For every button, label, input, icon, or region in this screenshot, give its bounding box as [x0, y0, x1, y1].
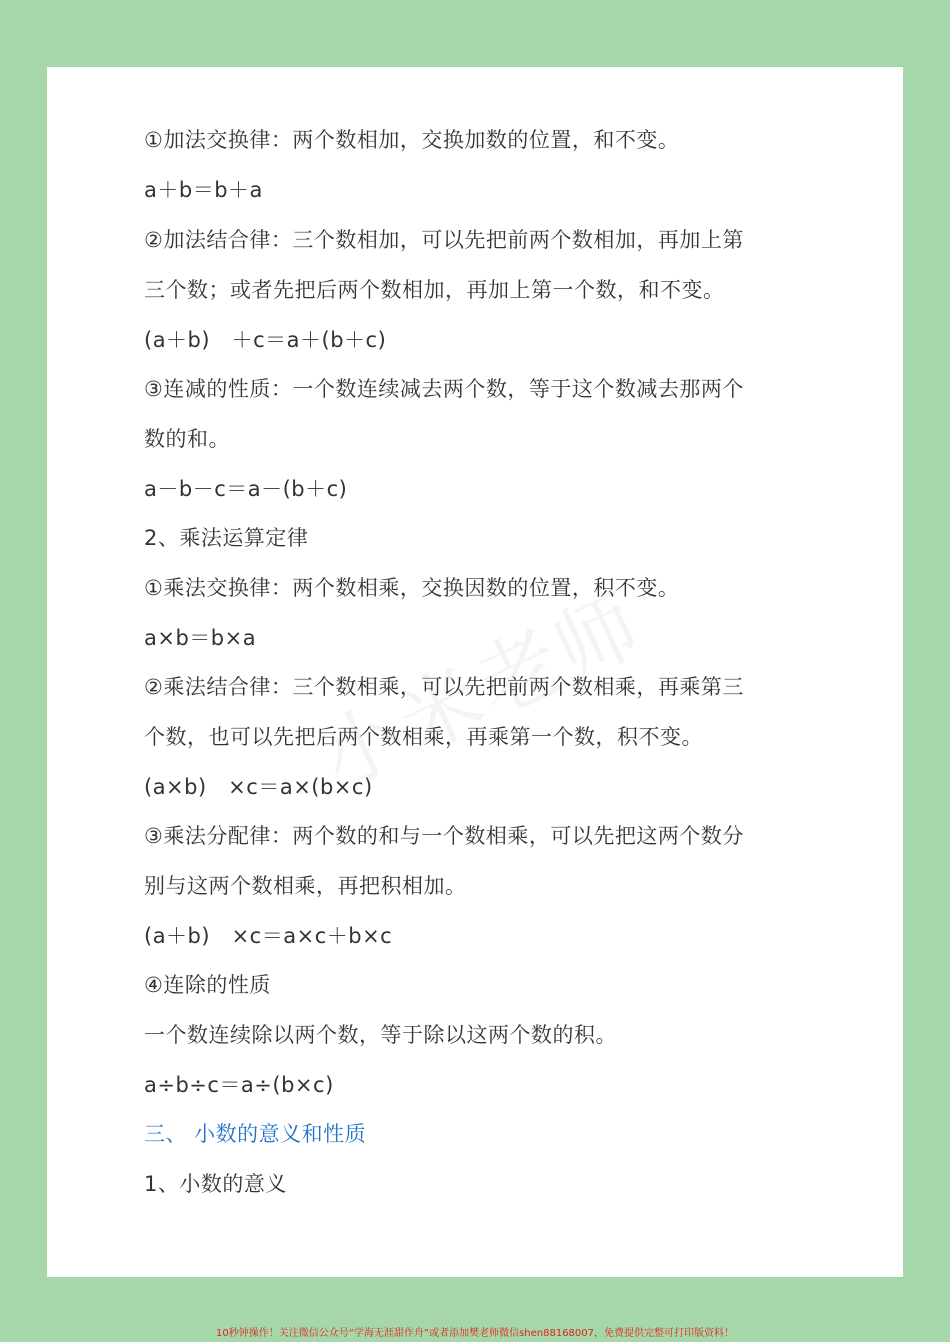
rule-addition-associative-cont: 三个数；或者先把后两个数相加，再加上第一个数，和不变。 [144, 278, 725, 302]
formula-consecutive-subtraction: a－b－c＝a－(b＋c) [144, 477, 348, 501]
formula-addition-associative: (a＋b) ＋c＝a＋(b＋c) [144, 328, 387, 352]
rule-distributive-cont: 别与这两个数相乘，再把积相加。 [144, 874, 467, 898]
formula-multiplication-associative: (a×b) ×c＝a×(b×c) [144, 775, 373, 799]
section-heading-decimals: 三、 小数的意义和性质 [144, 1122, 367, 1146]
document-page [47, 67, 903, 1277]
rule-addition-associative: ②加法结合律：三个数相加，可以先把前两个数相加，再加上第 [144, 228, 744, 252]
rule-multiplication-associative-cont: 个数，也可以先把后两个数相乘，再乘第一个数，积不变。 [144, 725, 703, 749]
rule-multiplication-commutative: ①乘法交换律：两个数相乘，交换因数的位置，积不变。 [144, 576, 680, 600]
formula-addition-commutative: a＋b＝b＋a [144, 178, 263, 202]
section-multiplication-laws: 2、乘法运算定律 [144, 526, 309, 550]
rule-consecutive-subtraction-cont: 数的和。 [144, 427, 230, 451]
rule-consecutive-division-title: ④连除的性质 [144, 973, 271, 997]
footer-promo-text: 10秒钟操作！关注微信公众号“学海无涯甜作舟”或者添加樊老师微信shen88168007，免费提供完整可打印版资料！ [215, 1328, 735, 1339]
subsection-decimal-meaning: 1、小数的意义 [144, 1172, 287, 1196]
rule-addition-commutative: ①加法交换律：两个数相加，交换加数的位置，和不变。 [144, 128, 680, 152]
rule-consecutive-subtraction: ③连减的性质：一个数连续减去两个数，等于这个数减去那两个 [144, 377, 744, 401]
rule-distributive: ③乘法分配律：两个数的和与一个数相乘，可以先把这两个数分 [144, 824, 744, 848]
rule-multiplication-associative: ②乘法结合律：三个数相乘，可以先把前两个数相乘，再乘第三 [144, 675, 744, 699]
formula-consecutive-division: a÷b÷c＝a÷(b×c) [144, 1073, 334, 1097]
rule-consecutive-division: 一个数连续除以两个数，等于除以这两个数的积。 [144, 1023, 617, 1047]
formula-distributive: (a＋b) ×c＝a×c＋b×c [144, 924, 393, 948]
formula-multiplication-commutative: a×b＝b×a [144, 626, 257, 650]
